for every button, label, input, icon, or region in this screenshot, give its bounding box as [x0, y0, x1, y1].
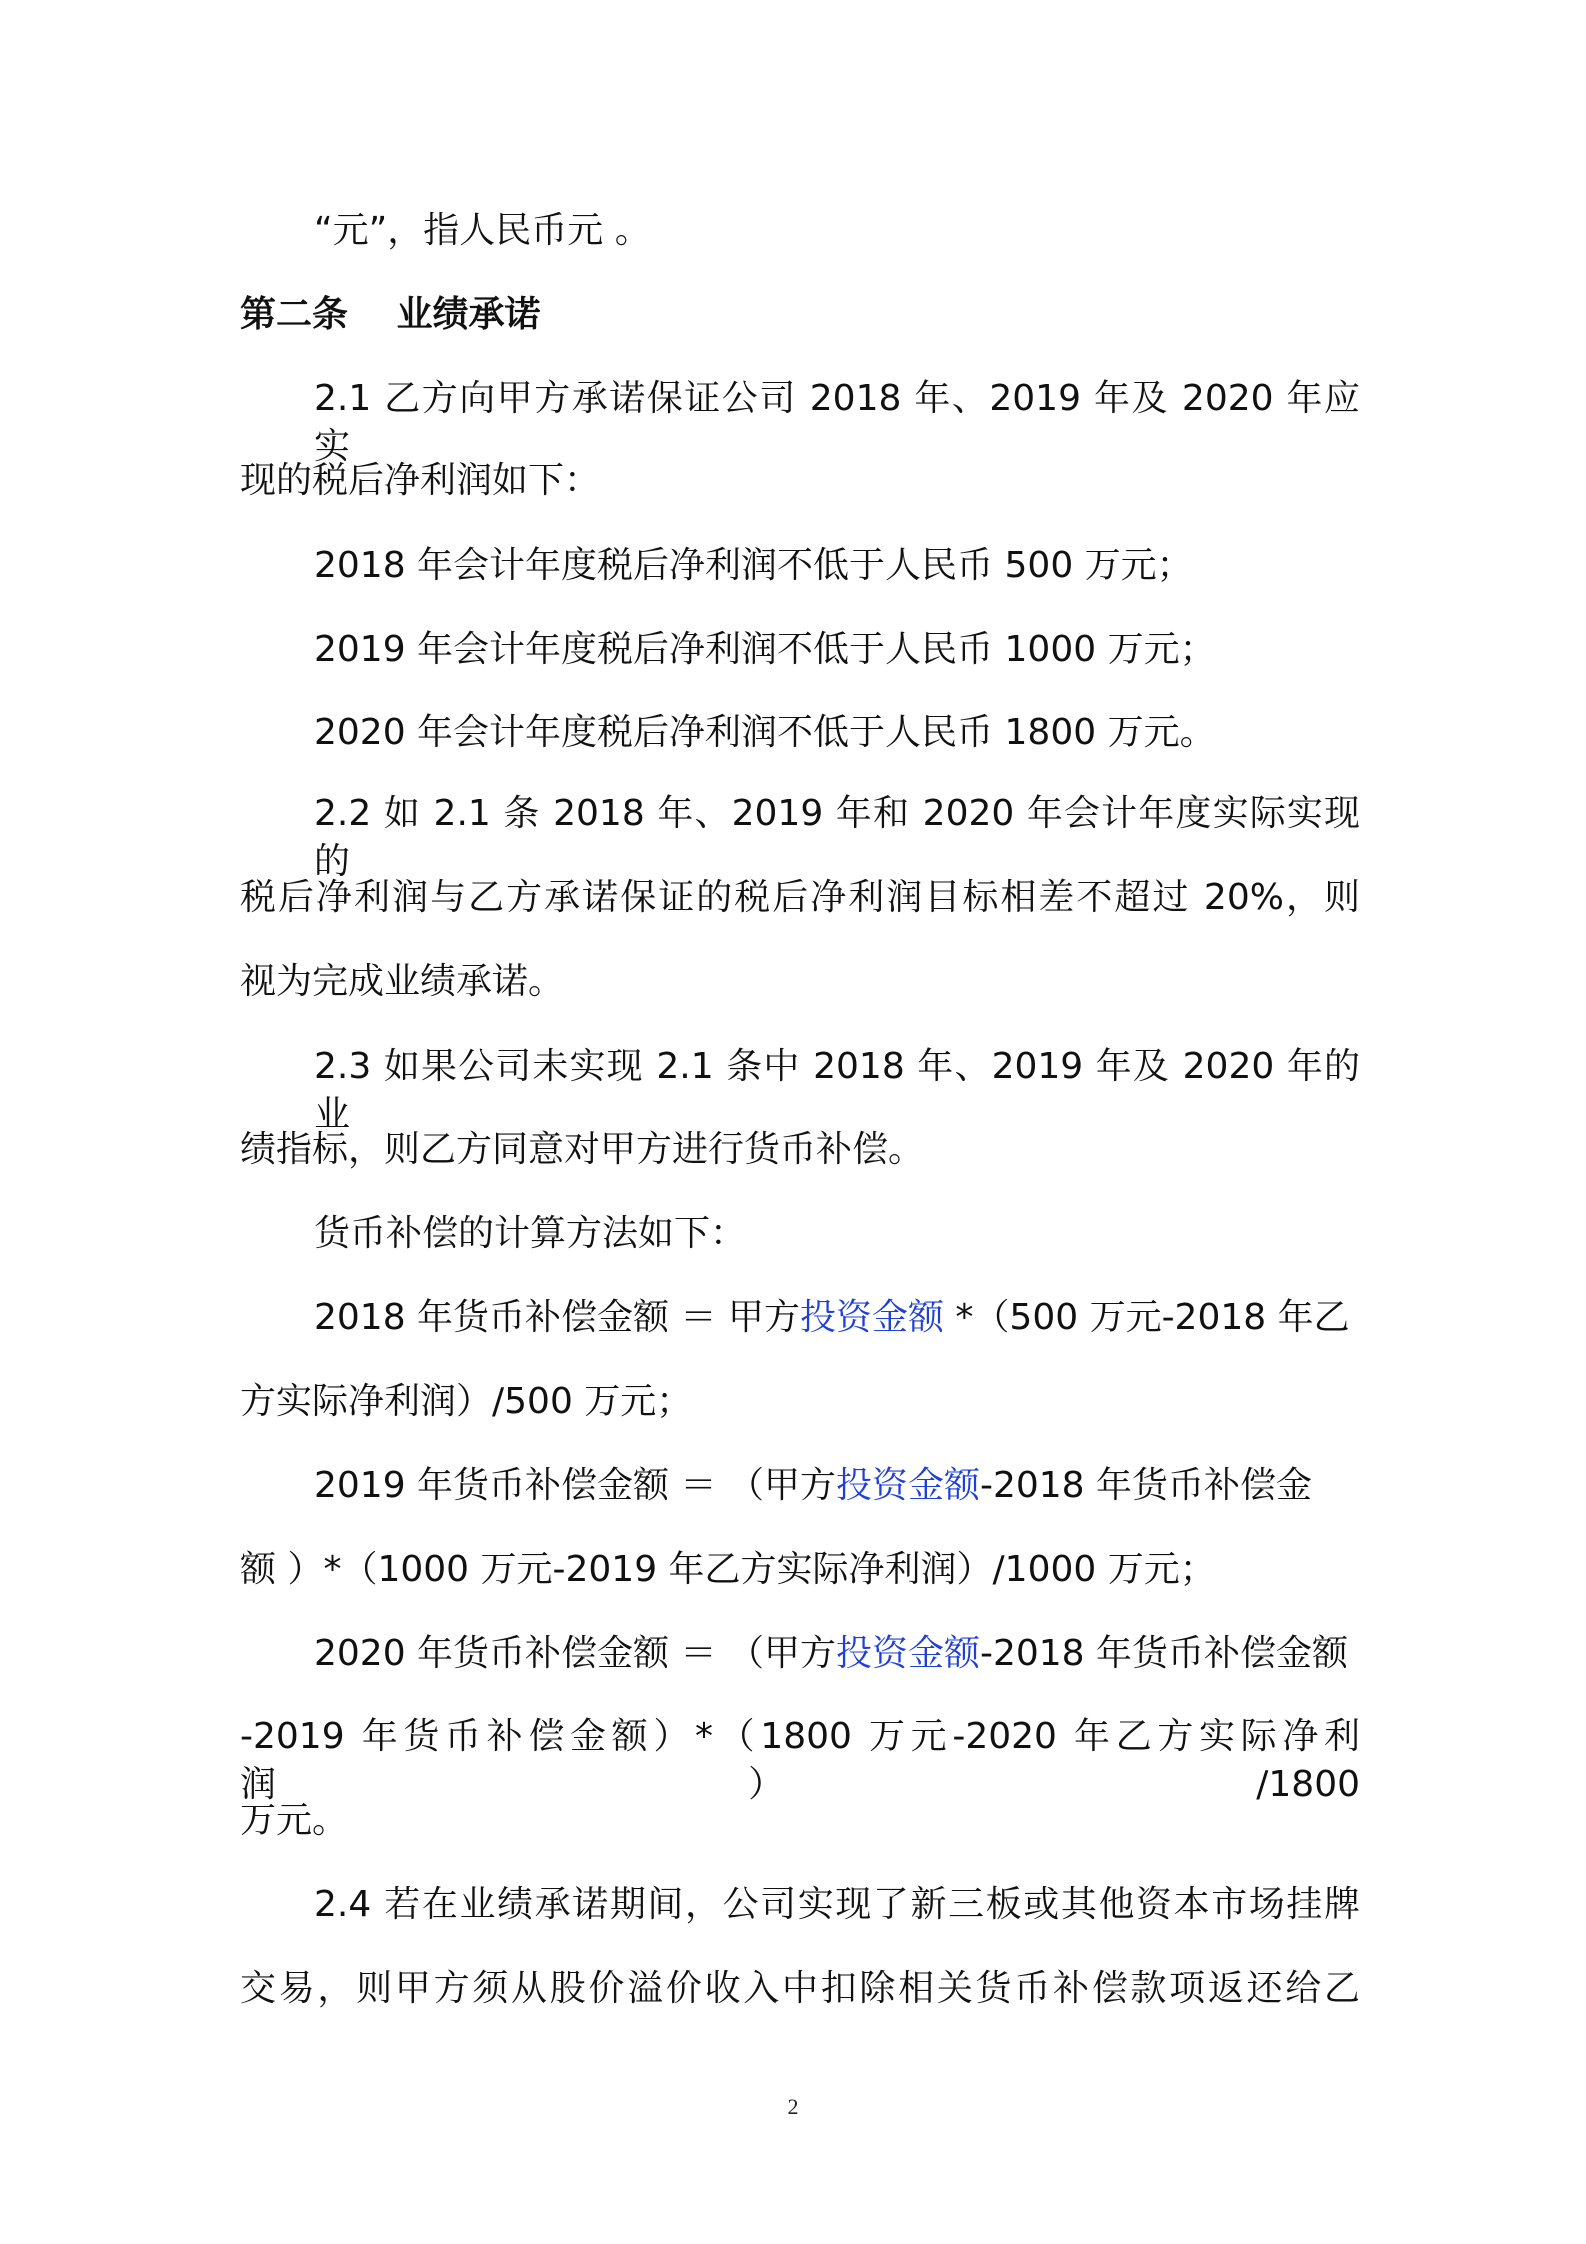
target-2020: 2020 年会计年度税后净利润不低于人民币 1800 万元。	[314, 712, 1216, 753]
clause-2-1-line-1: 2.1 乙方向甲方承诺保证公司 2018 年、2019 年及 2020 年应实	[314, 378, 1360, 467]
investment-amount-link[interactable]: 投资金额	[799, 1297, 944, 1338]
formula-2018-line-1	[314, 1294, 1360, 1342]
formula-2018-suffix: *（500 万元-2018 年乙	[943, 1297, 1350, 1338]
section-heading: 第二条 业绩承诺	[240, 294, 541, 335]
target-2018: 2018 年会计年度税后净利润不低于人民币 500 万元；	[314, 545, 1193, 586]
clause-2-4-line-1: 2.4 若在业绩承诺期间，公司实现了新三板或其他资本市场挂牌	[314, 1884, 1360, 1925]
clause-2-3-line-1: 2.3 如果公司未实现 2.1 条中 2018 年、2019 年及 2020 年的业	[314, 1046, 1360, 1135]
formula-2018-line-2: 方实际净利润）/500 万元；	[240, 1381, 693, 1422]
clause-2-2-line-3: 视为完成业绩承诺。	[240, 961, 565, 1002]
investment-amount-link[interactable]: 投资金额	[835, 1465, 980, 1506]
formula-2020-line-1	[314, 1630, 1360, 1678]
clause-2-4-line-2: 交易，则甲方须从股价溢价收入中扣除相关货币补偿款项返还给乙	[240, 1968, 1360, 2009]
formula-2018-prefix: 2018 年货币补偿金额 ＝ 甲方	[314, 1297, 800, 1338]
clause-2-3-line-2: 绩指标，则乙方同意对甲方进行货币补偿。	[240, 1129, 925, 1170]
page-number: 2	[787, 2094, 799, 2119]
clause-2-1-line-2: 现的税后净利润如下：	[240, 460, 601, 501]
formula-2020-prefix: 2020 年货币补偿金额 ＝ （甲方	[314, 1633, 836, 1674]
formula-2019-line-1	[314, 1462, 1360, 1510]
definition-yuan: “元”，指人民币元 。	[314, 210, 651, 251]
formula-2019-prefix: 2019 年货币补偿金额 ＝ （甲方	[314, 1465, 836, 1506]
investment-amount-link[interactable]: 投资金额	[835, 1633, 980, 1674]
clause-2-2-line-1: 2.2 如 2.1 条 2018 年、2019 年和 2020 年会计年度实际实现的	[314, 793, 1360, 882]
target-2019: 2019 年会计年度税后净利润不低于人民币 1000 万元；	[314, 629, 1216, 670]
formula-2019-line-2: 额 ）*（1000 万元-2019 年乙方实际净利润）/1000 万元；	[240, 1549, 1216, 1590]
clause-2-2-line-2: 税后净利润与乙方承诺保证的税后净利润目标相差不超过 20%，则	[240, 877, 1360, 918]
formula-2020-line-3: 万元。	[240, 1800, 349, 1841]
formula-intro: 货币补偿的计算方法如下：	[314, 1213, 747, 1254]
formula-2020-suffix: -2018 年货币补偿金额	[979, 1633, 1349, 1674]
formula-2020-line-2: -2019 年货币补偿金额）*（1800 万元-2020 年乙方实际净利润）/1800	[240, 1716, 1360, 1805]
formula-2019-suffix: -2018 年货币补偿金	[979, 1465, 1313, 1506]
